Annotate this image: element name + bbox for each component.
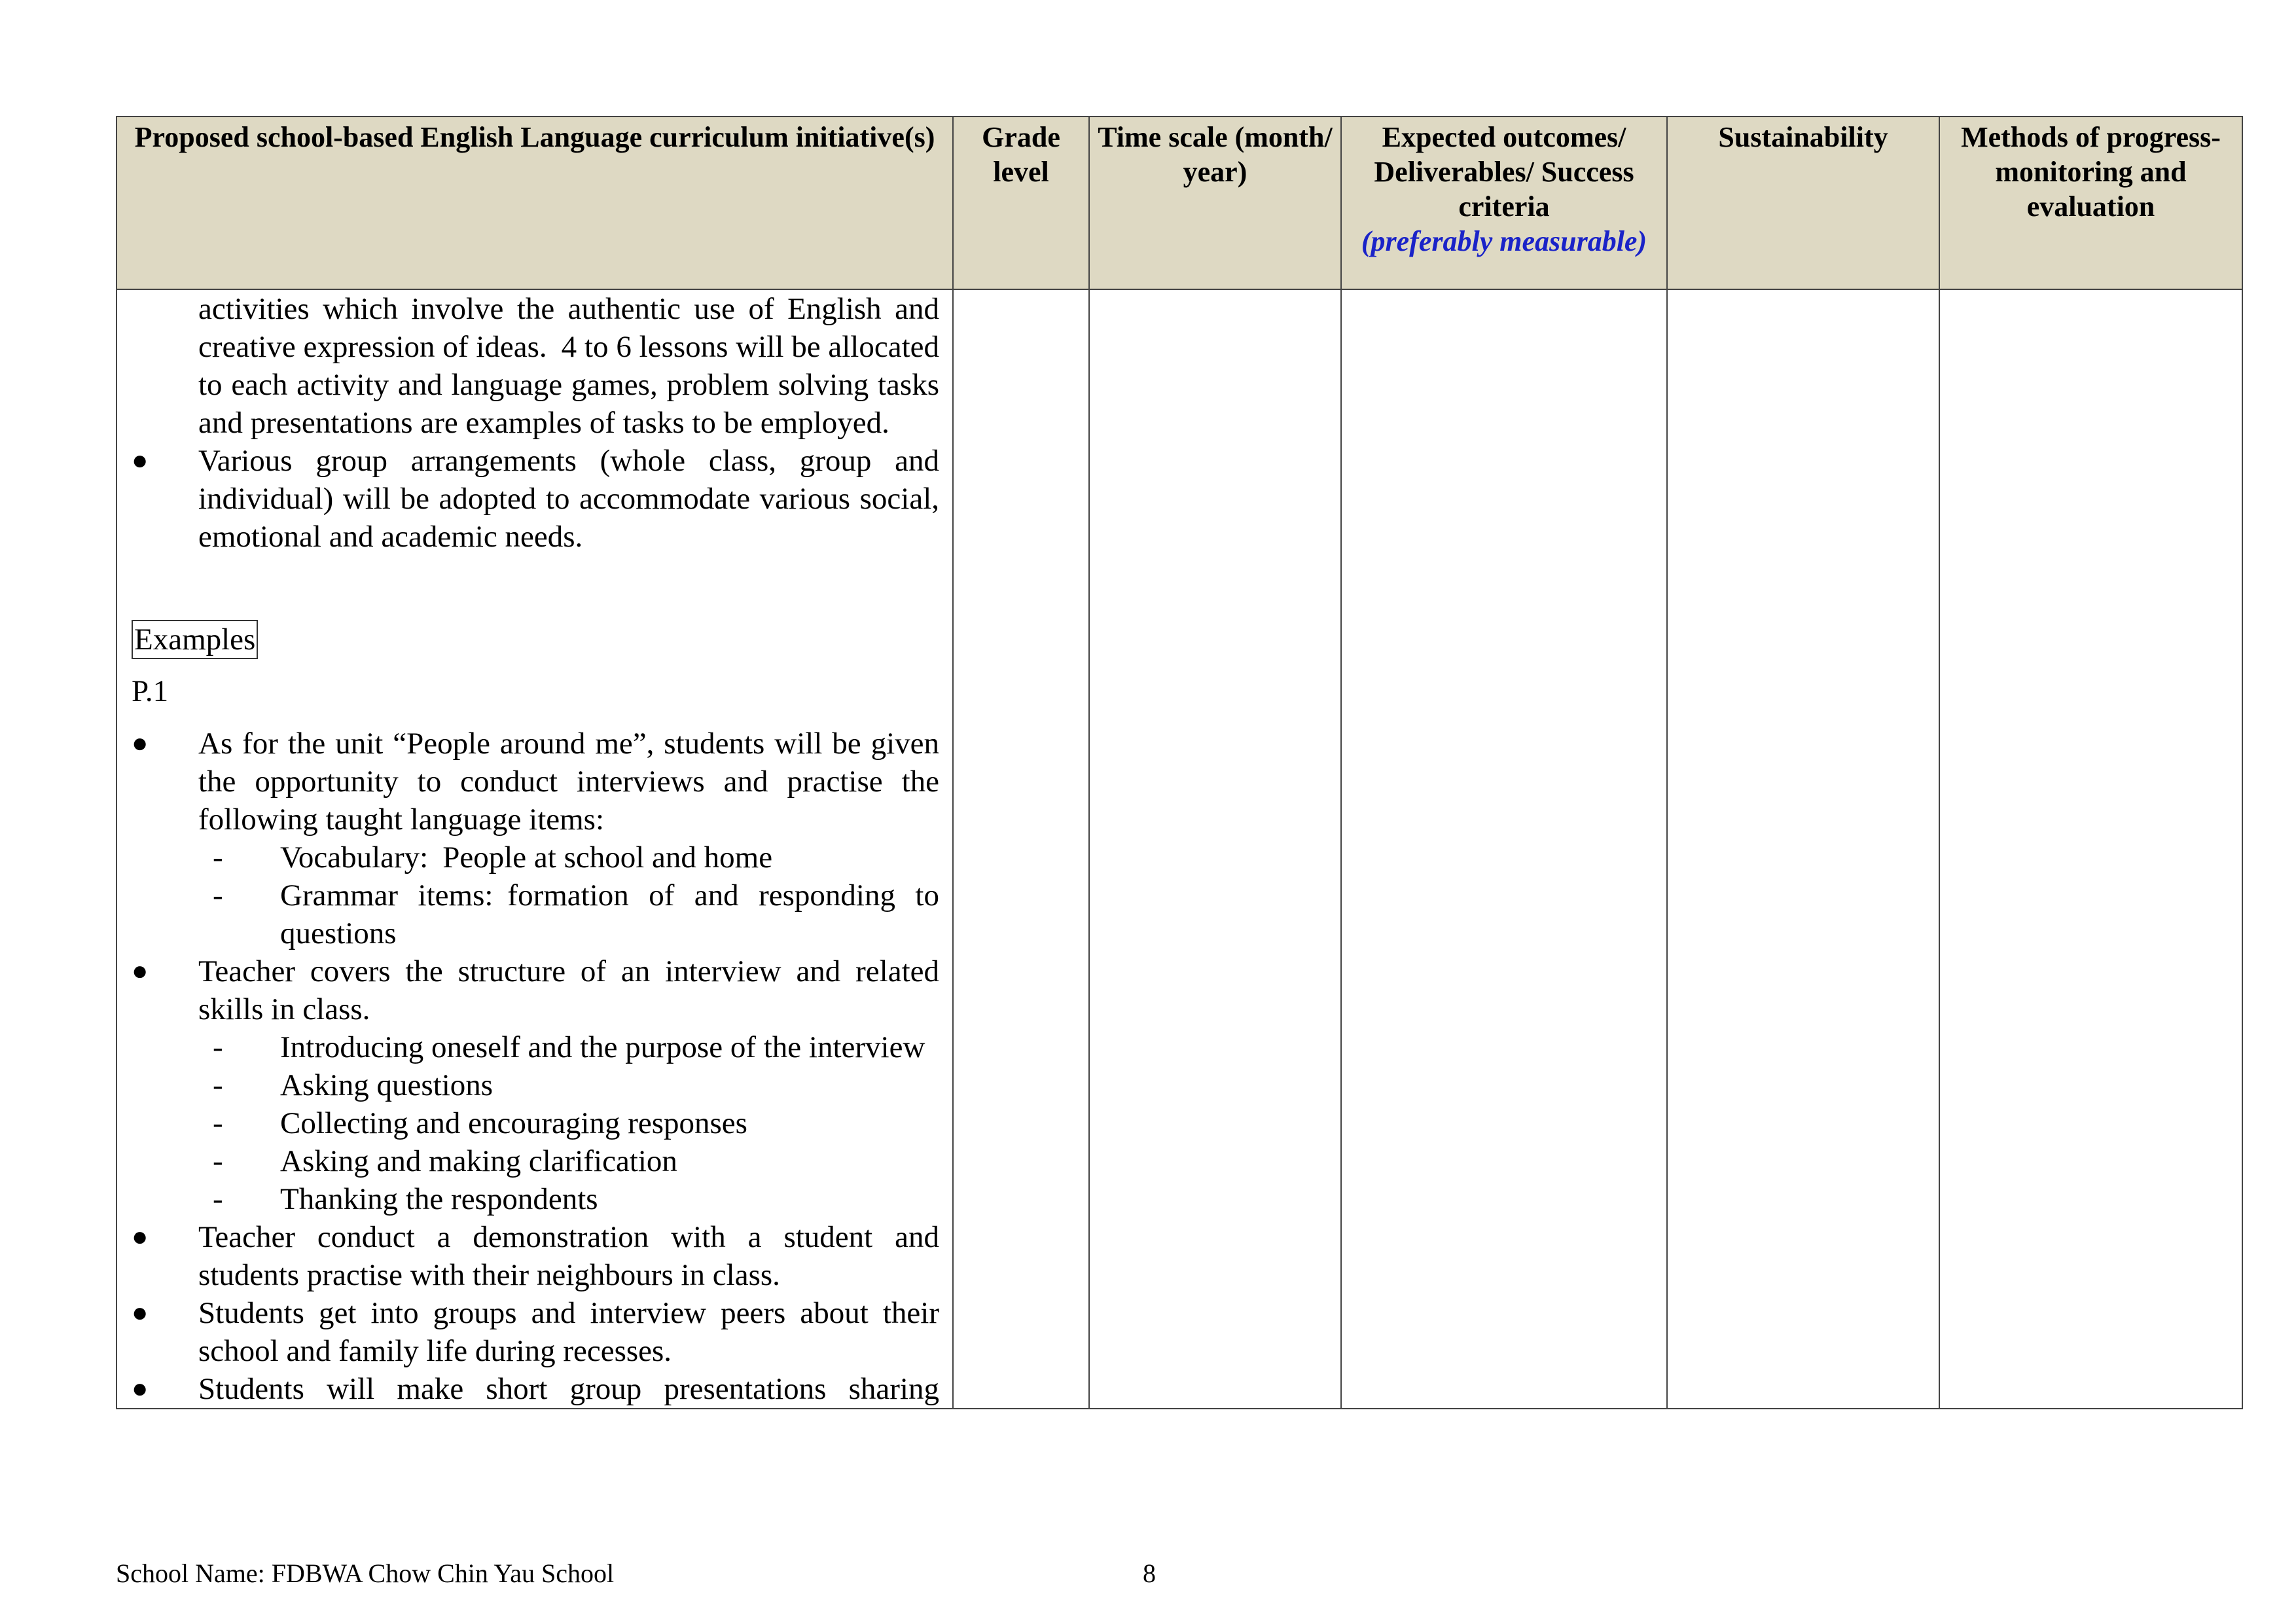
- table-row: [117, 289, 2242, 1409]
- sub-list-item: - Introducing oneself and the purpose of the interview: [198, 1028, 939, 1066]
- list-item: ● Teacher conduct a demonstration with a student and students practise with their neighbours in class.: [132, 1218, 939, 1294]
- bullet-icon: ●: [132, 956, 149, 986]
- list-item: ● Students get into groups and interview peers about their school and family life during recesses.: [132, 1294, 939, 1370]
- dash-icon: -: [213, 1106, 223, 1140]
- header-methods: Methods of progress-monitoring and evaluation: [1939, 117, 2242, 289]
- header-row: [117, 117, 2242, 289]
- sub-list-item: - Grammar items: formation of and responding to questions: [198, 876, 939, 952]
- list-item: ● As for the unit “People around me”, students will be given the opportunity to conduct interviews and practise the following taught language items:: [132, 725, 939, 839]
- dash-icon: -: [213, 1182, 223, 1216]
- dash-icon: -: [213, 1030, 223, 1064]
- continued-paragraph: activities which involve the authentic use of English and creative expression of ideas. 4 to 6 lessons will be allocated to each activity and language games, problem solving tasks and presentations are examples of tasks to be employed.: [198, 292, 939, 440]
- dash-icon: -: [213, 1068, 223, 1102]
- header-sustainability: Sustainability: [1667, 117, 1939, 289]
- sub-list-item: - Asking and making clarification: [198, 1142, 939, 1180]
- sub-list-item: - Vocabulary: People at school and home: [198, 839, 939, 876]
- header-grade-level: Grade level: [953, 117, 1089, 289]
- bullet-icon: ●: [132, 1374, 149, 1404]
- sub-list-item: - Thanking the respondents: [198, 1180, 939, 1218]
- bullet-icon: ●: [132, 446, 149, 476]
- grade-level-cell: [953, 289, 1089, 1409]
- curriculum-table: [116, 116, 2243, 1409]
- header-time-scale: Time scale (month/ year): [1089, 117, 1341, 289]
- sustainability-cell: [1667, 289, 1939, 1409]
- sub-list-item: - Collecting and encouraging responses: [198, 1104, 939, 1142]
- level-label: P.1: [132, 674, 169, 708]
- expected-outcomes-cell: [1341, 289, 1667, 1409]
- sub-list-item: - Asking questions: [198, 1066, 939, 1104]
- header-expected-outcomes: Expected outcomes/ Deliverables/ Success criteria (preferably measurable): [1341, 117, 1667, 289]
- bullet-icon: ●: [132, 1298, 149, 1328]
- header-outcomes-note: (preferably measurable): [1361, 225, 1647, 257]
- methods-cell: [1939, 289, 2242, 1409]
- bullet-icon: ●: [132, 729, 149, 759]
- footer-page-number: 8: [1143, 1559, 1156, 1588]
- header-initiative: Proposed school-based English Language curriculum initiative(s): [117, 117, 953, 289]
- footer-school-name: School Name: FDBWA Chow Chin Yau School: [116, 1559, 615, 1588]
- time-scale-cell: [1089, 289, 1341, 1409]
- list-item: ● Students will make short group presentations sharing: [132, 1370, 939, 1408]
- dash-icon: -: [213, 878, 223, 912]
- initiative-cell: [117, 289, 953, 1409]
- list-item: ● Various group arrangements (whole class, group and individual) will be adopted to accommodate various social, emotional and academic needs.: [132, 442, 939, 556]
- list-item: ● Teacher covers the structure of an interview and related skills in class.: [132, 952, 939, 1028]
- dash-icon: -: [213, 840, 223, 875]
- dash-icon: -: [213, 1144, 223, 1178]
- bullet-icon: ●: [132, 1222, 149, 1252]
- examples-label: Examples: [132, 620, 939, 659]
